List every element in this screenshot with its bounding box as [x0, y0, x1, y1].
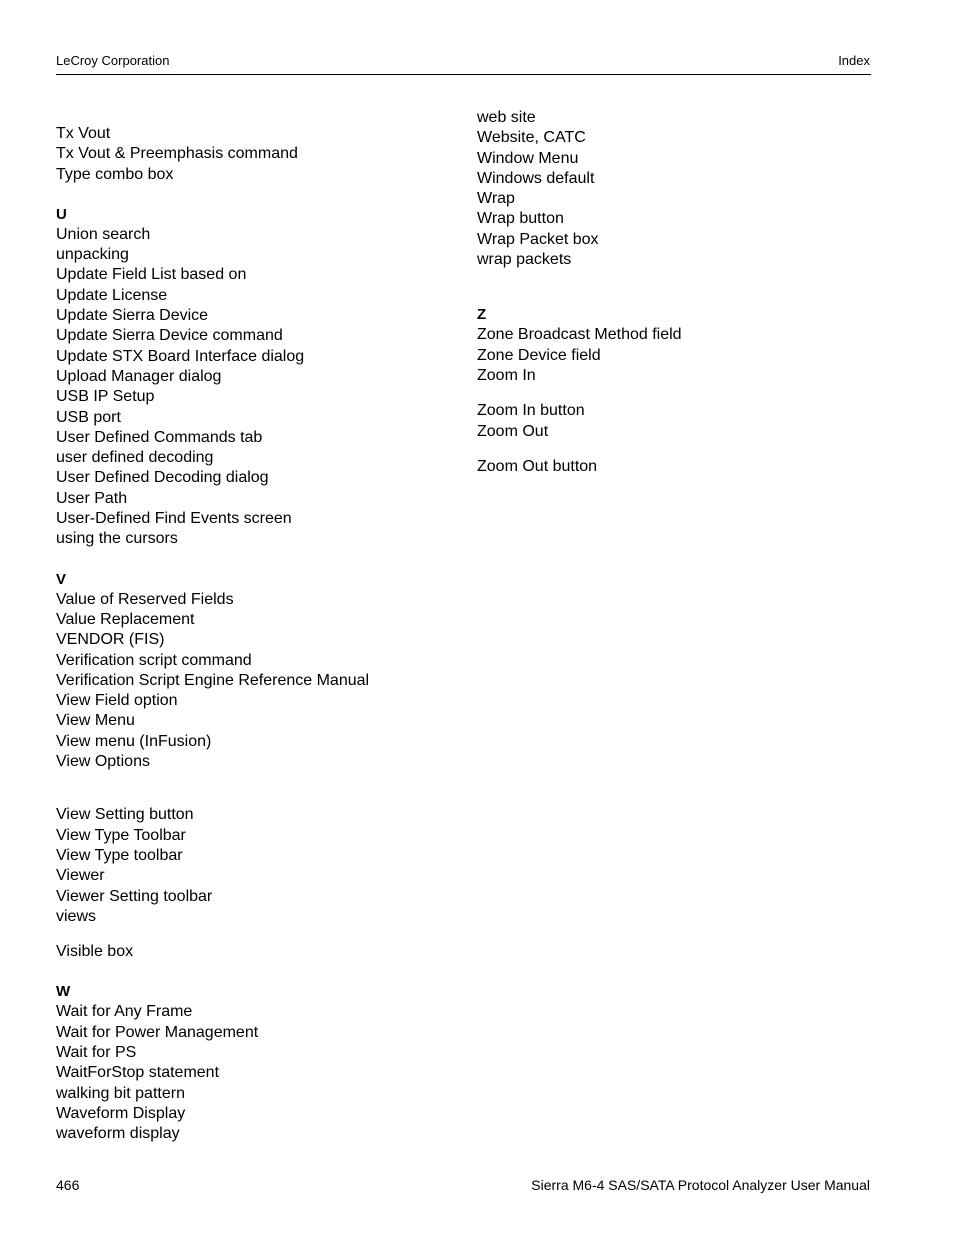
header-section: Index: [838, 53, 870, 68]
index-entry: Update Sierra Device command: [56, 327, 283, 345]
index-entry: Wrap Packet box: [477, 230, 599, 248]
index-entry: Wait for Power Management: [56, 1023, 259, 1041]
index-entry: Tx Vout: [56, 125, 111, 142]
index-entry: Website, CATC: [477, 129, 586, 147]
index-entry: Update Field List based on: [56, 266, 247, 284]
index-group-z: [477, 325, 897, 477]
index-entry: Windows default: [477, 169, 595, 187]
index-entry: View menu (InFusion): [56, 732, 212, 750]
index-column-right: [477, 108, 897, 477]
index-entry: View Options: [56, 753, 150, 771]
index-entry: Value of Reserved Fields: [56, 590, 234, 608]
index-group-u: [56, 225, 456, 550]
index-entry: Verification script command: [56, 651, 252, 669]
index-entry: Zoom Out button: [477, 457, 598, 475]
index-entry: View Field option: [56, 692, 178, 710]
header-company: LeCroy Corporation: [56, 53, 170, 68]
index-entry: Update STX Board Interface dialog: [56, 347, 305, 365]
index-entry: Viewer Setting toolbar: [56, 887, 213, 905]
index-entry: Visible box: [56, 943, 134, 961]
index-entry: Zoom Out: [477, 422, 549, 440]
index-entry: USB IP Setup: [56, 388, 155, 406]
index-column-left: [56, 124, 456, 1144]
index-letter-u: U: [56, 205, 67, 223]
index-entry: waveform display: [56, 1125, 180, 1143]
index-entry: Union search: [56, 225, 151, 243]
index-entry: WaitForStop statement: [56, 1064, 220, 1082]
index-entry: Zone Broadcast Method field: [477, 326, 682, 344]
index-entry: User Defined Commands tab: [56, 428, 263, 446]
index-entry: Zone Device field: [477, 346, 601, 364]
index-letter-w: W: [56, 983, 71, 1001]
index-entry: Zoom In button: [477, 402, 585, 420]
index-entry: Window Menu: [477, 149, 579, 167]
index-entry: Update Sierra Device: [56, 307, 209, 325]
index-entry: User Defined Decoding dialog: [56, 469, 269, 487]
index-entry: Update License: [56, 286, 168, 304]
index-letter-v: V: [56, 570, 67, 588]
index-entry: Type combo box: [56, 165, 174, 183]
index-entry: User Path: [56, 489, 128, 507]
index-entry: Wait for Any Frame: [56, 1003, 193, 1021]
index-entry: View Type Toolbar: [56, 826, 186, 844]
index-entry: views: [56, 907, 97, 925]
page-number: 466: [56, 1177, 80, 1193]
index-letter-z: Z: [477, 306, 487, 324]
index-entry: Tx Vout & Preemphasis command: [56, 145, 298, 163]
index-group-v: [56, 590, 456, 963]
index-entry: unpacking: [56, 246, 129, 264]
index-entry: View Menu: [56, 712, 135, 730]
index-entry: User-Defined Find Events screen: [56, 510, 292, 528]
index-entry: using the cursors: [56, 530, 178, 548]
index-group-w-continued: [477, 108, 897, 270]
index-entry: VENDOR (FIS): [56, 631, 165, 649]
index-entry: Wrap button: [477, 210, 564, 228]
index-entry: Wrap: [477, 190, 515, 208]
index-entry: Viewer: [56, 867, 105, 885]
index-entry: USB port: [56, 408, 121, 426]
index-group-w: [56, 1002, 456, 1144]
index-entry: web site: [477, 109, 536, 126]
index-entry: wrap packets: [477, 251, 572, 269]
index-entry: View Setting button: [56, 806, 194, 824]
index-entry: Waveform Display: [56, 1104, 186, 1122]
index-entry: user defined decoding: [56, 449, 214, 467]
index-entry: Verification Script Engine Reference Manual: [56, 671, 370, 689]
index-entry: Wait for PS: [56, 1043, 137, 1061]
index-entry: Value Replacement: [56, 610, 195, 628]
index-entry: Zoom In: [477, 366, 536, 384]
index-entry: View Type toolbar: [56, 846, 183, 864]
header-rule: [56, 74, 871, 75]
index-group-t: [56, 124, 456, 185]
index-entry: walking bit pattern: [56, 1084, 185, 1102]
manual-title: Sierra M6-4 SAS/SATA Protocol Analyzer User Manual: [531, 1177, 870, 1193]
index-entry: Upload Manager dialog: [56, 367, 222, 385]
